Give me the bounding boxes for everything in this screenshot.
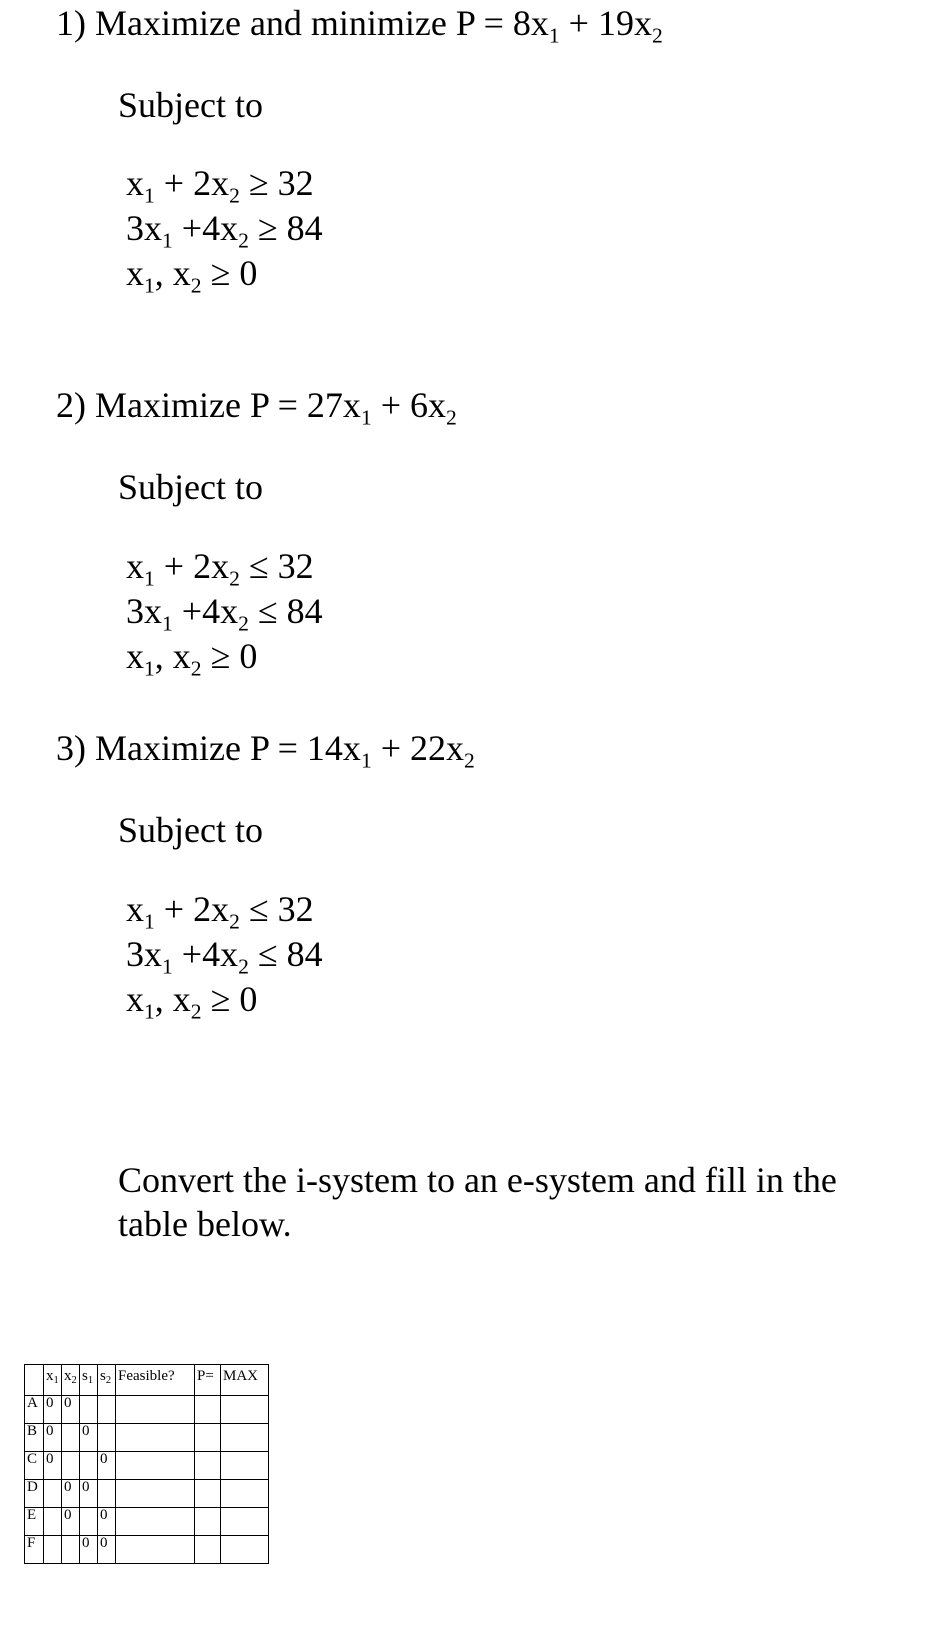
cell-s1 xyxy=(80,1508,98,1536)
cell-x1: 0 xyxy=(44,1396,62,1424)
cell-x1 xyxy=(44,1536,62,1564)
table-row xyxy=(25,1508,269,1536)
problem-2-heading: 2) Maximize $P = 27x_1 + 6x_2$ xyxy=(56,385,457,430)
cell-s2: 0 xyxy=(98,1536,116,1564)
header-s1: $s_1$ xyxy=(80,1365,98,1396)
row-label: E xyxy=(25,1508,44,1536)
cell-feasible[interactable] xyxy=(116,1508,195,1536)
row-label: D xyxy=(25,1480,44,1508)
cell-x1 xyxy=(44,1480,62,1508)
cell-feasible[interactable] xyxy=(116,1452,195,1480)
cell-s1 xyxy=(80,1452,98,1480)
cell-max[interactable] xyxy=(221,1452,269,1480)
problem-2-constraint-1: $x_1 + 2x_2 \le 32$ xyxy=(126,546,314,591)
problem-1-subject-to: Subject to xyxy=(118,85,263,125)
table-row xyxy=(25,1480,269,1508)
row-label: F xyxy=(25,1536,44,1564)
cell-s1 xyxy=(80,1396,98,1424)
problem-2-constraint-2: $3x_1 +4x_2 \le 84$ xyxy=(126,591,323,636)
header-s2: $s_2$ xyxy=(98,1365,116,1396)
cell-max[interactable] xyxy=(221,1396,269,1424)
cell-s2: 0 xyxy=(98,1452,116,1480)
table-row xyxy=(25,1452,269,1480)
header-max: MAX xyxy=(221,1365,269,1396)
row-label: C xyxy=(25,1452,44,1480)
cell-x2: 0 xyxy=(62,1396,80,1424)
cell-s2 xyxy=(98,1480,116,1508)
problem-3-constraint-1: $x_1 + 2x_2 \le 32$ xyxy=(126,889,314,934)
cell-x2 xyxy=(62,1424,80,1452)
problem-1-constraint-2: $3x_1 +4x_2 \ge 84$ xyxy=(126,208,323,253)
cell-p[interactable] xyxy=(195,1396,221,1424)
cell-max[interactable] xyxy=(221,1424,269,1452)
cell-x2 xyxy=(62,1536,80,1564)
problem-3-heading: 3) Maximize $P = 14x_1 + 22x_2$ xyxy=(56,728,475,773)
cell-s1: 0 xyxy=(80,1424,98,1452)
cell-p[interactable] xyxy=(195,1508,221,1536)
cell-p[interactable] xyxy=(195,1536,221,1564)
cell-max[interactable] xyxy=(221,1480,269,1508)
vertex-table xyxy=(24,1364,269,1564)
problem-1-nonnegativity: $x_1$, $x_2 \ge 0$ xyxy=(126,253,258,298)
cell-x2: 0 xyxy=(62,1480,80,1508)
problem-3-constraint-2: $3x_1 +4x_2 \le 84$ xyxy=(126,934,323,979)
cell-x1 xyxy=(44,1508,62,1536)
row-label: A xyxy=(25,1396,44,1424)
row-label: B xyxy=(25,1424,44,1452)
cell-feasible[interactable] xyxy=(116,1424,195,1452)
problem-1-constraint-1: $x_1 + 2x_2 \ge 32$ xyxy=(126,163,314,208)
cell-s2 xyxy=(98,1396,116,1424)
cell-x1: 0 xyxy=(44,1452,62,1480)
cell-s2 xyxy=(98,1424,116,1452)
header-feasible: Feasible? xyxy=(116,1365,195,1396)
table-row xyxy=(25,1396,269,1424)
table-row xyxy=(25,1424,269,1452)
cell-feasible[interactable] xyxy=(116,1480,195,1508)
cell-x1: 0 xyxy=(44,1424,62,1452)
table-row xyxy=(25,1536,269,1564)
cell-s2: 0 xyxy=(98,1508,116,1536)
header-x2: $x_2$ xyxy=(62,1365,80,1396)
cell-feasible[interactable] xyxy=(116,1396,195,1424)
problem-2-nonnegativity: $x_1$, $x_2 \ge 0$ xyxy=(126,636,258,681)
cell-feasible[interactable] xyxy=(116,1536,195,1564)
problem-3-subject-to: Subject to xyxy=(118,810,263,850)
table-header-row xyxy=(25,1365,269,1396)
cell-max[interactable] xyxy=(221,1536,269,1564)
cell-s1: 0 xyxy=(80,1480,98,1508)
problem-2-subject-to: Subject to xyxy=(118,467,263,507)
cell-max[interactable] xyxy=(221,1508,269,1536)
problem-1-heading: 1) Maximize and minimize $P = 8x_1 + 19x_2$ xyxy=(56,3,663,48)
cell-x2: 0 xyxy=(62,1508,80,1536)
header-corner-cell xyxy=(25,1365,44,1396)
header-x1: $x_1$ xyxy=(44,1365,62,1396)
header-p: P= xyxy=(195,1365,221,1396)
cell-s1: 0 xyxy=(80,1536,98,1564)
instruction-text: Convert the i-system to an e-system and fill in the table below. xyxy=(118,1160,837,1244)
cell-x2 xyxy=(62,1452,80,1480)
cell-p[interactable] xyxy=(195,1480,221,1508)
problem-3-nonnegativity: $x_1$, $x_2 \ge 0$ xyxy=(126,979,258,1024)
cell-p[interactable] xyxy=(195,1452,221,1480)
cell-p[interactable] xyxy=(195,1424,221,1452)
